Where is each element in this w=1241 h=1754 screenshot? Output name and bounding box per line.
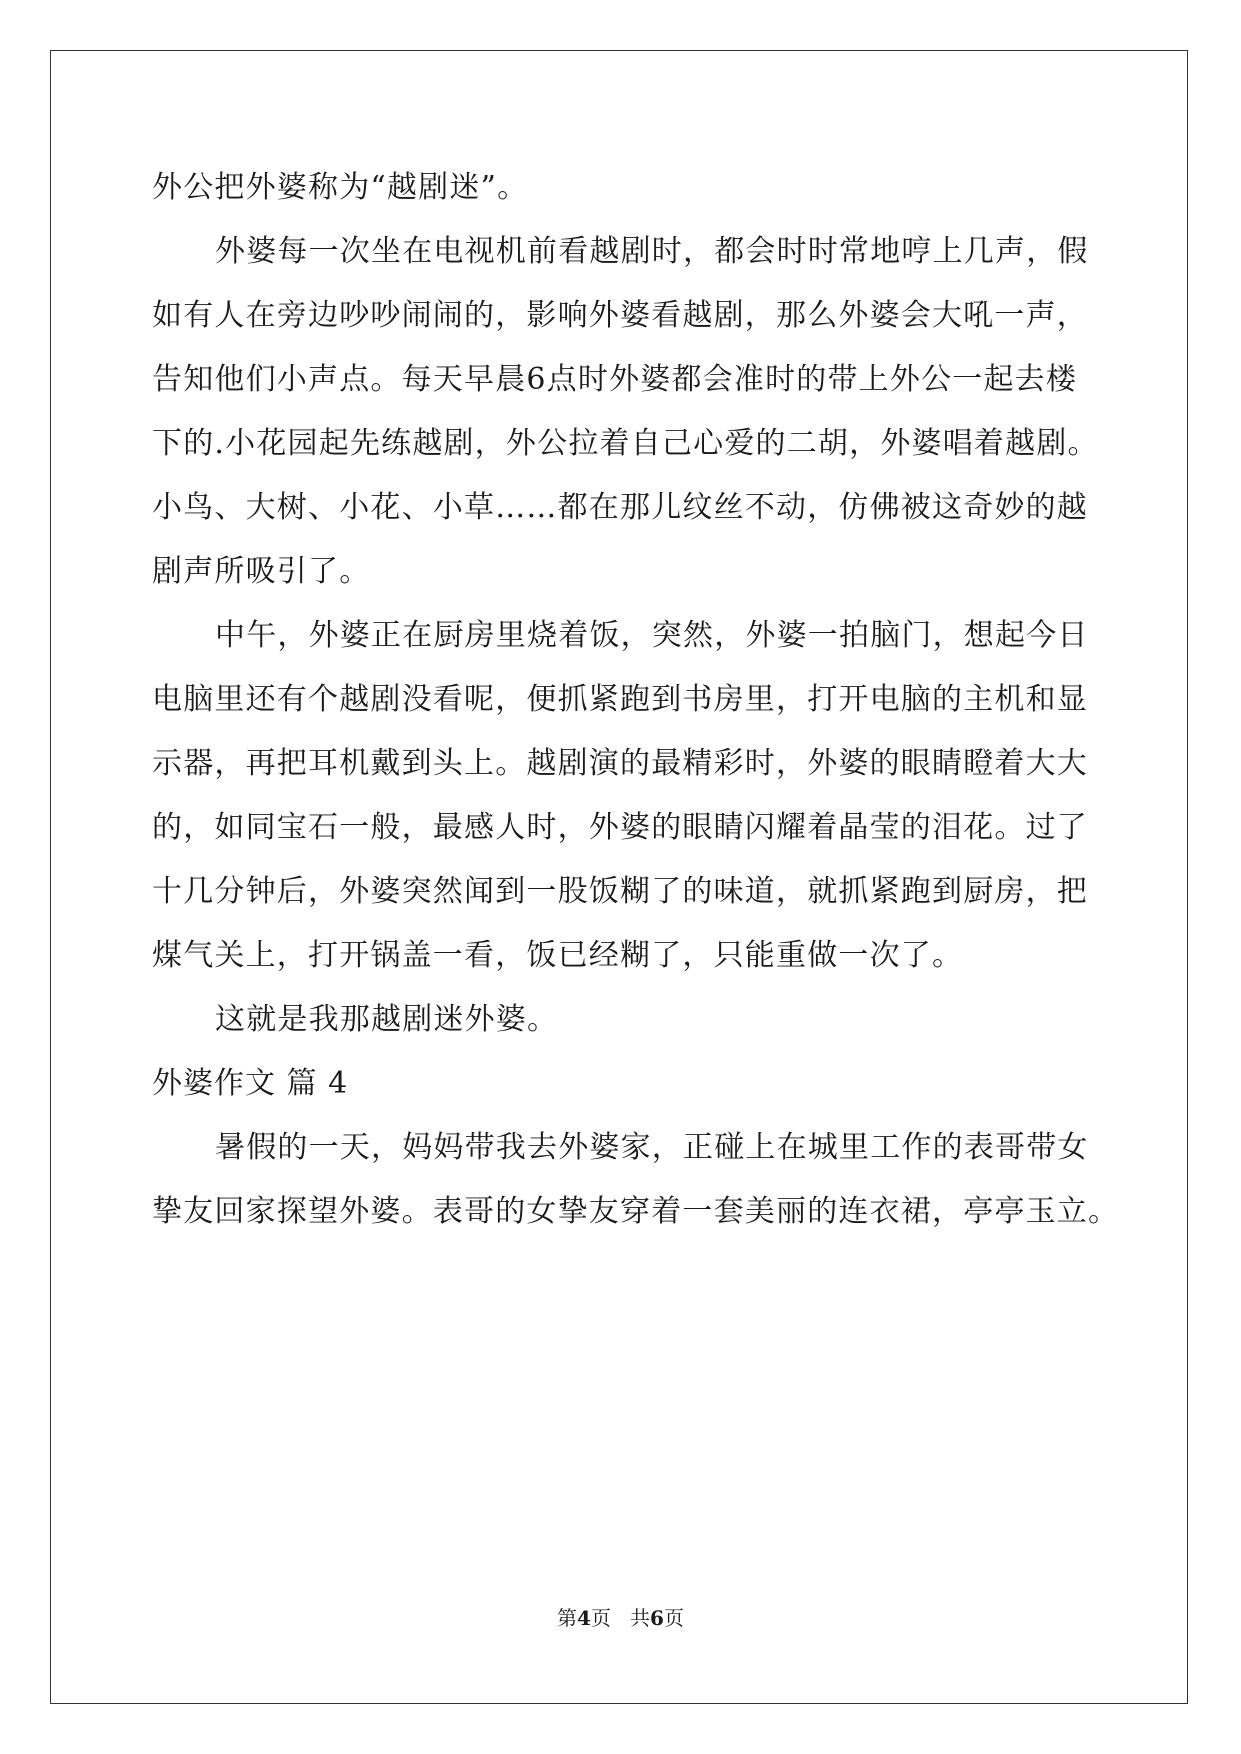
text-line: 十几分钟后，外婆突然闻到一股饭糊了的味道，就抓紧跑到厨房，把: [152, 874, 1088, 909]
text-line: 示器，再把耳机戴到头上。越剧演的最精彩时，外婆的眼睛瞪着大大: [152, 746, 1088, 781]
total-pages-number: 6: [650, 1606, 664, 1630]
text-line: 如有人在旁边吵吵闹闹的，影响外婆看越剧，那么外婆会大吼一声，: [152, 298, 1088, 333]
text-line: 告知他们小声点。每天早晨6点时外婆都会准时的带上外公一起去楼: [152, 362, 1078, 397]
text-line: 挚友回家探望外婆。表哥的女挚友穿着一套美丽的连衣裙，亭亭玉立。: [152, 1194, 1120, 1229]
text-line: 下的.小花园起先练越剧，外公拉着自己心爱的二胡，外婆唱着越剧。: [152, 426, 1099, 461]
footer-total-suffix: 页: [663, 1606, 684, 1630]
current-page-number: 4: [577, 1606, 591, 1630]
text-line: 暑假的一天，妈妈带我去外婆家，正碰上在城里工作的表哥带女: [215, 1130, 1089, 1165]
text-line: 的，如同宝石一般，最感人时，外婆的眼睛闪耀着晶莹的泪花。过了: [152, 810, 1088, 845]
text-line: 这就是我那越剧迷外婆。: [215, 1002, 559, 1037]
text-line: 剧声所吸引了。: [152, 554, 371, 589]
page-footer: [0, 1606, 1241, 1630]
section-heading: 外婆作文 篇 4: [152, 1066, 349, 1101]
text-line: 小鸟、大树、小花、小草……都在那儿纹丝不动，仿佛被这奇妙的越: [152, 490, 1088, 525]
text-line: 外公把外婆称为“越剧迷”。: [152, 170, 529, 205]
footer-total-prefix: 共: [630, 1606, 651, 1630]
footer-page-word: 页: [590, 1606, 611, 1630]
document-body: [152, 156, 1120, 1244]
text-line: 电脑里还有个越剧没看呢，便抓紧跑到书房里，打开电脑的主机和显: [152, 682, 1088, 717]
footer-prefix: 第: [557, 1606, 578, 1630]
text-line: 煤气关上，打开锅盖一看，饭已经糊了，只能重做一次了。: [152, 938, 964, 973]
text-line: 外婆每一次坐在电视机前看越剧时，都会时时常地哼上几声，假: [215, 234, 1089, 269]
text-line: 中午，外婆正在厨房里烧着饭，突然，外婆一拍脑门，想起今日: [215, 618, 1089, 653]
